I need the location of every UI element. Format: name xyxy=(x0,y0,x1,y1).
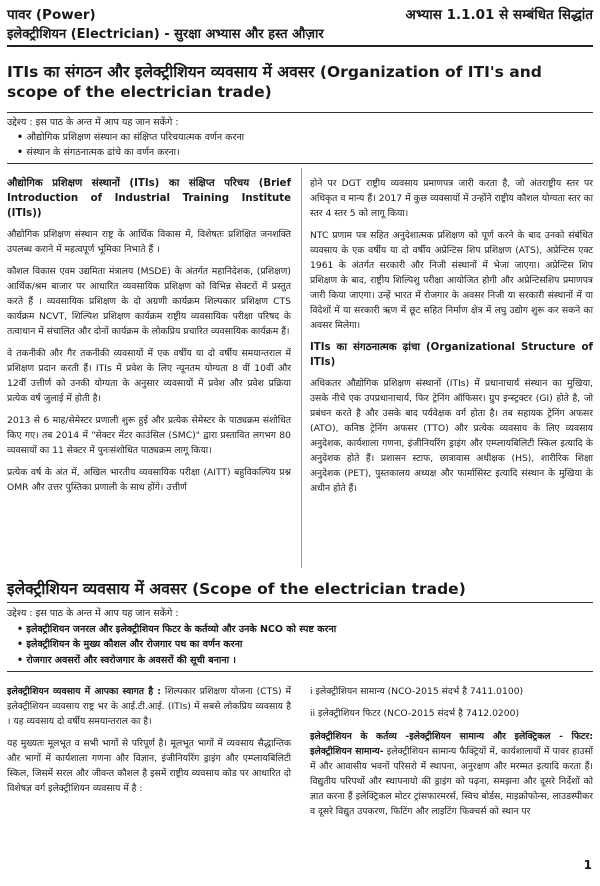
paragraph: प्रत्येक वर्ष के अंत में, अखिल भारतीय व्यवसायिक परीक्षा (AITT) बहुविकल्पिय प्रश्न OMR और उत्तर पुस्तिका प्रणाली के साथ होंगे। उत्तीर्ण xyxy=(7,467,291,493)
paragraph: 2013 से 6 माह/सेमेस्टर प्रणाली शुरू हुई और प्रत्येक सेमेस्टर के पाठ्यक्रम संशोधित किए गए। तब 2014 में "सेक्टर मेंटर काउंसिल (SMC)" द्वारा प्रस्तावित लगभग 80 व्यवसायों का 11 सेक्टर में पुनःसंशोधित पाठ्यक्रम लागू किया। xyxy=(7,415,291,456)
section1-right-column xyxy=(310,176,593,503)
objective-item: • रोजगार अवसरों और स्वरोजगार के अवसरों की सूची बनाना । xyxy=(17,653,593,669)
trade-title: इलेक्ट्रीशियन (Electrician) - सुरक्षा अभ्यास और हस्त औज़ार xyxy=(7,27,324,42)
section1-objectives xyxy=(7,112,593,164)
objective-item: • इलेक्ट्रीशियन जनरल और इलेक्ट्रीशियन फिटर के कर्तव्यो और उनके NCO को स्पष्ट करना xyxy=(17,622,593,638)
section1-left-column xyxy=(7,176,291,502)
objective-item: • संस्थान के संगठनात्मक ढांचे का वर्णन करना। xyxy=(17,145,593,160)
page-number: 1 xyxy=(583,858,592,872)
paragraph: NTC प्रणाम पत्र सहित अनुदेशात्मक प्रशिक्षण को पूर्ण करने के बाद उनको संबंधित व्यवसाय के एक वर्षीय या दो वर्षीय अप्रेन्टिस शिप प्रशिक्षण (ATS), अप्रेन्टिस एक्ट 1961 के अंतर्गत सरकारी और निजी संस्थानों में भेजा जाएगा। अप्रेन्टिस शिप प्रशिक्षण के बाद, राष्ट्रीय शिल्पिशु परीक्षा आयोजित होगी और अप्रेन्टिसशिप प्रमाणपत्र जारी किया जाएगा। उन्हें भारत में रोजगार के अवसर निजी या सरकारी संस्थानों में या विदेशों में या सरकारी ऋण में छूट सहित निर्माण क्षेत्र में लघु उद्योग शुरू कर सकने का अवसर मिलेगा। xyxy=(310,230,593,331)
nco-item: ii इलेक्ट्रीशियन फिटर (NCO-2015 संदर्भ है 7412.0200) xyxy=(310,708,520,719)
paragraph: अधिकतर औद्योगिक प्रशिक्षण संस्थानों (ITIs) में प्रधानाचार्य संस्थान का मुखिया, उसके नीचे एक उपप्रधानाचार्य, फिर ट्रेनिंग ऑफिसर। ग्रुप इन्स्ट्रक्टर (GI) होते है, जो प्रबंधन करते है और उसके बाद पर्यवेक्षक वर्ग होता है। तब सहायक ट्रेनिंग अफसर (ATO), कनिष्ठ ट्रेनिंग अफसर (TTO) और प्रत्येक व्यवसाय के लिए व्यवसाय अनुदेशक, कार्यशाला गणना, इंजीनियरिंग ड्राइंग और एम्प्लायबिलिटी स्किल इत्यादि के अनुदेशक होते हैं। प्रशासन स्टाफ, छात्रावास अधीक्षक (HS), शारीरिक शिक्षा अनुदेशक (PET), पुस्तकालय अध्यक्ष और फार्मासिस्ट इत्यादि संस्थान के मुखिया के अधीन होते हैं। xyxy=(310,378,593,494)
right-heading: ITIs का संगठनात्मक ढ़ांचा (Organizational Structure of ITIs) xyxy=(310,342,593,368)
objective-item: • औद्योगिक प्रशिक्षण संस्थान का संक्षिप्त परिचयात्मक वर्णन करना xyxy=(17,130,593,145)
paragraph: औद्योगिक प्रशिक्षण संस्थान राष्ट्र के आर्थिक विकास में, विशेषतः प्रशिक्षित जनशक्ति उपलब्ध कराने में महत्वपूर्ण भूमिका निभाते हैं । xyxy=(7,229,291,255)
paragraph: यह मुख्यतः मूलभूत व सभी भागों से परिपूर्ण है। मूलभूत भागों में व्यवसाय सैद्धान्तिक और भागों में कार्यशाला गणना और विज्ञान, इंजीनियरिंग ड्राइंग और एम्प्लायबिलिटी स्किल, जिसमें सरल और जीवन्त कौशल है इसमें राष्ट्रीय व्यवसाय कोड पर आधारित दो विशेषज्ञ वर्ग इलेक्ट्रीशियन व्यवसाय में है : xyxy=(7,738,291,794)
paragraph-text: इलेक्ट्रीशियन सामान्य फैक्ट्रियों में, कार्यशालायों में पावर हाउसों में और आवासीय भवनों परिसरो में स्थापना, अनुरक्षण और मरम्मत इत्यादि करता हैं। विद्युतीय परिपथों और स्थापनायो की ड्राइंग को पढ़ना, समझना और दूसरे निर्देशों को ज्ञात करना हैं इलेक्ट्रिकल मोटर ट्रांसफारमरर्स, स्विच बोर्डस, माइक्रोफोन्स, लाउडस्पीकर व दूसरे विद्युत उपकरण, फिटिंग और लाइटिंग फिक्चर्स को स्थान पर xyxy=(310,746,594,817)
objective-intro: उद्देश्य : इस पाठ के अन्त में आप यह जान सकेंगे : xyxy=(7,117,179,128)
inline-heading: इलेक्ट्रीशियन व्यवसाय में आपका स्वागत है : xyxy=(7,686,161,697)
header-divider xyxy=(7,45,593,47)
paragraph xyxy=(7,684,291,729)
paragraph: होने पर DGT राष्ट्रीय व्यवसाय प्रमाणपत्र जारी करता है, जो अंतराष्ट्रीय स्तर पर अधिकृत व मान्य हैं। 2017 में कुछ व्यवसायों में उन्होंने राष्ट्रीय कौशल योग्यता स्तर का स्तर 4 स्तर 5 को लागू किया। xyxy=(310,178,593,219)
column-divider xyxy=(301,168,302,568)
section2-title: इलेक्ट्रीशियन व्यवसाय में अवसर (Scope of the electrician trade) xyxy=(7,578,593,603)
exercise-ref: अभ्यास 1.1.01 से सम्बंधित सिद्धांत xyxy=(405,7,593,23)
paragraph: वे तकनीकी और गैर तकनीकी व्यवसायों में एक वर्षीय या दो वर्षीय समयान्तराल में प्रशिक्षण प्रदान करती हैं। ITIs में प्रवेश के लिए न्यूनतम योग्यता 8 वीं 10वीं और 12वीं उत्तीर्ण को उनकी योग्यता के अनुसार व्यवसायों में प्रवेश और प्रवेश प्रक्रिया प्रत्येक वर्ष जुलाई में होती है। xyxy=(7,348,291,404)
objective-item: • इलेक्ट्रीशियन के मुख्य कौशल और रोजगार पथ का वर्णन करना xyxy=(17,637,593,653)
paragraph xyxy=(310,729,593,819)
section2-objectives xyxy=(7,606,593,672)
subject-title: पावर (Power) xyxy=(7,7,96,23)
page-header xyxy=(7,6,593,44)
paragraph-text: शिल्पकार प्रशिक्षण योजना (CTS) में इलेक्ट्रीशियन व्यवसाय राष्ट्र भर के आई.टी.आई. (ITIs) में सबसे लोकप्रिय व्यवसाय है । यह व्यवसाय दो वर्षीय समयान्तराल का है। xyxy=(7,686,292,727)
section2-right-column xyxy=(310,684,593,826)
left-heading: औद्योगिक प्रशिक्षण संस्थानों (ITIs) का संक्षिप्त परिचय (Brief Introduction of Industrial Training Institute (ITIs)) xyxy=(7,178,291,219)
objective-intro: उद्देश्य : इस पाठ के अन्त में आप यह जान सकेंगे : xyxy=(7,608,179,619)
paragraph: कौशल विकास एवम उद्यमिता मंत्रालय (MSDE) के अंतर्गत महानिदेशक, (प्रशिक्षण) आर्थिक/श्रम बाजार पर आधारित व्यवसायिक प्रशिक्षण को विभिन्न सेक्टरों में प्रस्तुत करते हैं । व्यवसायिक प्रशिक्षण के दो अग्रणी कार्यक्रम शिल्पकार प्रशिक्षण CTS कार्यक्रम NCVT, शिल्पिश प्रशिक्षण कार्यक्रम राष्ट्रीय व्यवसायिक परीक्षा परिषद के तत्वाधान में संचालित और दोनों कार्यक्रम के लोकप्रिय प्रचारित व्यवसायिक कार्यक्रम हैं। xyxy=(7,266,291,337)
section2-left-column xyxy=(7,684,291,803)
nco-item: i इलेक्ट्रीशियन सामान्य (NCO-2015 संदर्भ है 7411.0100) xyxy=(310,686,524,697)
section1-title: ITIs का संगठन और इलेक्ट्रीशियन व्यवसाय में अवसर (Organization of ITI's and scope of the electrician trade) xyxy=(7,63,542,101)
inline-heading: इलेक्ट्रीशियन के कर्तव्य -इलेक्ट्रीशियन सामान्य और इलेक्ट्रिकल - फिटर: इलेक्ट्रीशियन सामान्य- xyxy=(310,731,593,757)
